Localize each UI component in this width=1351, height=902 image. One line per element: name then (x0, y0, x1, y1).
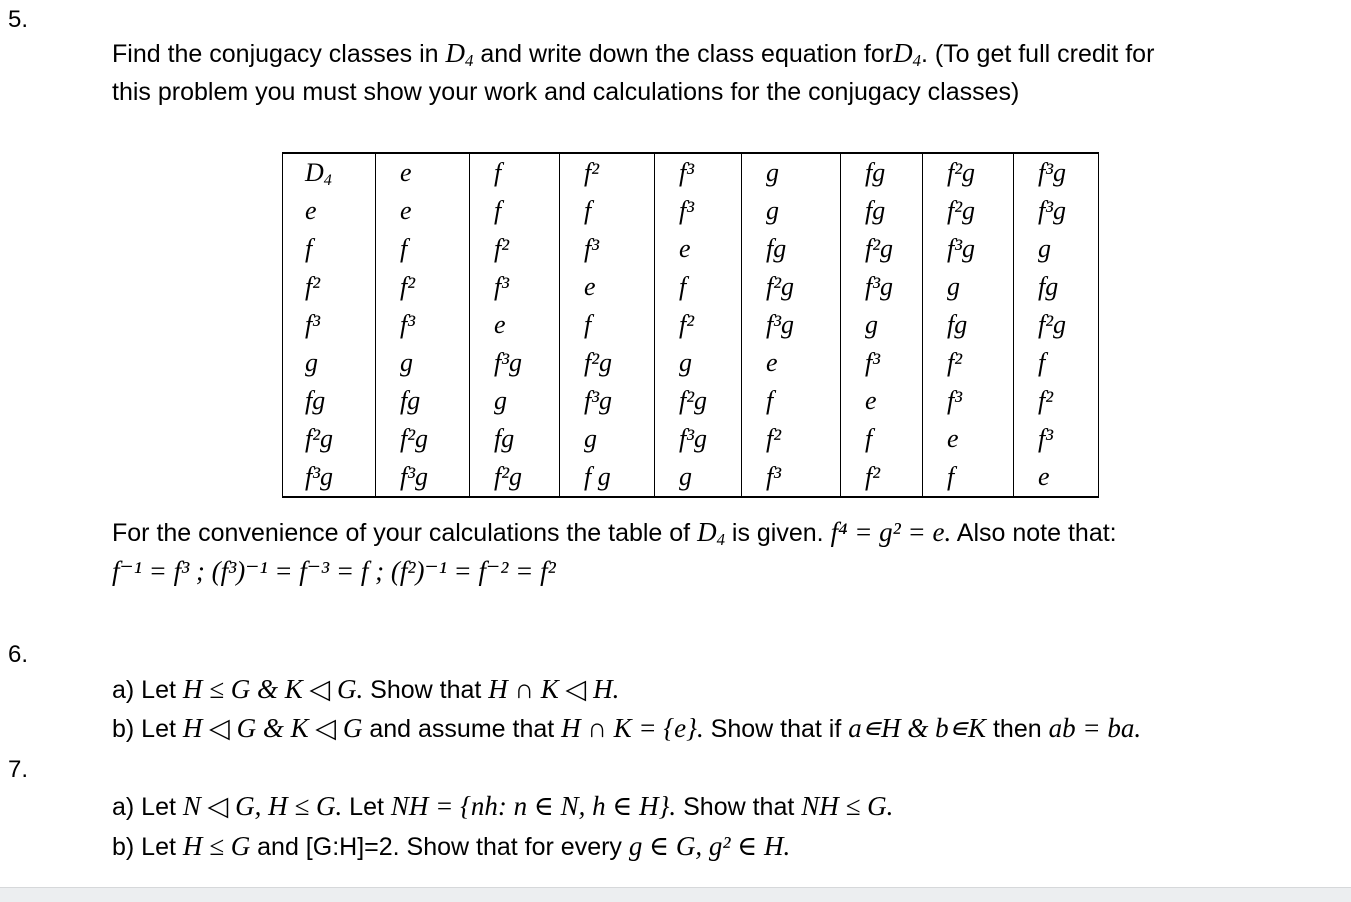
text: b) Let (112, 833, 183, 861)
table-row (283, 230, 1099, 268)
table-note (112, 517, 1117, 548)
math: H ◁ G & K ◁ G (182, 713, 363, 743)
table-cell: fg (742, 230, 841, 268)
table-cell: f g (560, 458, 655, 497)
math: g ∈ G, g² ∈ H. (628, 831, 791, 861)
table-cell: f³ (923, 382, 1014, 420)
table-cell: f³ (742, 458, 841, 497)
table-cell: f (742, 382, 841, 420)
table-cell: f³ (470, 268, 560, 306)
subscript: 4 (323, 172, 332, 190)
table-cell: g (470, 382, 560, 420)
table-cell: e (742, 344, 841, 382)
text: D (305, 158, 324, 187)
table-cell: f³ (376, 306, 470, 344)
row-head: g (283, 344, 376, 382)
table-cell: fg (923, 306, 1014, 344)
math: a∊H & b∊K (848, 713, 987, 743)
subscript: 4 (912, 51, 921, 71)
table-cell: f (470, 192, 560, 230)
table-cell: f³g (376, 458, 470, 497)
table-cell: e (470, 306, 560, 344)
problem-5-line-2: this problem you must show your work and calculations for the conjugacy classes) (112, 78, 1020, 106)
text: a) Let (112, 793, 183, 821)
table-cell: f³ (560, 230, 655, 268)
text: Show that (363, 676, 489, 704)
text: and [G:H]=2. Show that for every (250, 833, 629, 861)
table-row (283, 458, 1099, 497)
table-cell: g (742, 192, 841, 230)
cayley-table-d4 (282, 152, 1099, 498)
table-cell: g (655, 458, 742, 497)
table-cell: f² (1014, 382, 1099, 420)
table-corner (283, 153, 376, 192)
subscript: 4 (465, 51, 474, 71)
table-cell: e (841, 382, 923, 420)
table-cell: f² (841, 458, 923, 497)
table-cell: f³g (560, 382, 655, 420)
table-cell: fg (376, 382, 470, 420)
table-cell: f²g (470, 458, 560, 497)
table-cell: f²g (841, 230, 923, 268)
math: H ∩ K ◁ H. (488, 674, 620, 704)
table-cell: fg (470, 420, 560, 458)
table-cell: f² (376, 268, 470, 306)
table-cell: fg (841, 153, 923, 192)
table-cell: f² (742, 420, 841, 458)
table-cell: f³g (470, 344, 560, 382)
table-cell: f²g (923, 192, 1014, 230)
table-cell: f (470, 153, 560, 192)
table-row (283, 420, 1099, 458)
text: Also note that: (951, 519, 1117, 547)
text: D (697, 517, 717, 547)
table-cell: f³g (923, 230, 1014, 268)
math: H ≤ G & K ◁ G. (182, 674, 364, 704)
table-cell: f³ (655, 153, 742, 192)
table-cell: g (655, 344, 742, 382)
table-cell: f (841, 420, 923, 458)
table-row (283, 382, 1099, 420)
table-cell: fg (841, 192, 923, 230)
row-head: fg (283, 382, 376, 420)
table-cell: f (923, 458, 1014, 497)
table-cell: f³g (1014, 192, 1099, 230)
text: For the convenience of your calculations the table of (112, 519, 698, 547)
table-cell: f³ (1014, 420, 1099, 458)
problem-7-part-a (112, 791, 893, 822)
group-symbol (893, 38, 921, 71)
table-cell: g (560, 420, 655, 458)
table-cell: e (1014, 458, 1099, 497)
table-cell: g (841, 306, 923, 344)
math: H ≤ G (182, 831, 251, 861)
table-cell: f² (655, 306, 742, 344)
subscript: 4 (716, 530, 725, 550)
table-cell: e (560, 268, 655, 306)
table-row (283, 344, 1099, 382)
table-cell: f (655, 268, 742, 306)
text: Show that (676, 793, 802, 821)
text: and assume that (362, 715, 562, 743)
math: NH ≤ G. (801, 791, 894, 821)
table-cell: f²g (742, 268, 841, 306)
text: is given. (724, 519, 831, 547)
text: Show that if (703, 715, 849, 743)
table-cell: f (560, 192, 655, 230)
text: . (To get full credit for (920, 40, 1155, 68)
table-row (283, 306, 1099, 344)
math: ab = ba. (1048, 713, 1142, 743)
problem-6-part-a (112, 674, 619, 705)
table-cell: g (1014, 230, 1099, 268)
table-cell: f³g (742, 306, 841, 344)
table-cell: f²g (655, 382, 742, 420)
page-bottom-bar (0, 887, 1351, 902)
text: Let (342, 793, 391, 821)
table-cell: g (923, 268, 1014, 306)
table-cell: f (560, 306, 655, 344)
table-cell: f³g (841, 268, 923, 306)
table-cell: g (376, 344, 470, 382)
problem-6-number: 6. (8, 641, 29, 668)
table-cell: f (376, 230, 470, 268)
row-head: f²g (283, 420, 376, 458)
table-cell: f³ (655, 192, 742, 230)
inverse-relations: f⁻¹ = f³ ; (f³)⁻¹ = f⁻³ = f ; (f²)⁻¹ = f⁻² = f² (112, 556, 556, 586)
table-cell: e (923, 420, 1014, 458)
relation-equation: f⁴ = g² = e. (830, 517, 952, 547)
table-cell: f²g (560, 344, 655, 382)
table-row (283, 192, 1099, 230)
table-row (283, 268, 1099, 306)
group-symbol (445, 38, 474, 71)
table-cell: f²g (376, 420, 470, 458)
text: and write down the class equation for (473, 40, 894, 68)
math: H ∩ K = {e}. (561, 713, 704, 743)
table-cell: f³ (841, 344, 923, 382)
text: b) Let (112, 715, 183, 743)
table-cell: f³g (655, 420, 742, 458)
problem-5-line-1 (112, 38, 1154, 69)
text: Find the conjugacy classes in (112, 40, 446, 68)
group-symbol (697, 517, 725, 550)
row-head: f (283, 230, 376, 268)
table-cell: f² (923, 344, 1014, 382)
math: N ◁ G, H ≤ G. (182, 791, 343, 821)
text: D (445, 38, 466, 68)
table-cell: e (655, 230, 742, 268)
table-cell: f² (560, 153, 655, 192)
table-cell: f³g (1014, 153, 1099, 192)
text: then (986, 715, 1049, 743)
row-head: f³g (283, 458, 376, 497)
text: D (893, 38, 913, 68)
problem-7-part-b (112, 831, 790, 862)
table-header-row (283, 153, 1099, 192)
table-cell: f²g (923, 153, 1014, 192)
math: NH = {nh: n ∈ N, h ∈ H}. (390, 791, 677, 821)
row-head: f³ (283, 306, 376, 344)
problem-5-number: 5. (8, 6, 29, 33)
table-cell: g (742, 153, 841, 192)
table-cell: fg (1014, 268, 1099, 306)
row-head: f² (283, 268, 376, 306)
table-cell: f (1014, 344, 1099, 382)
table-cell: f² (470, 230, 560, 268)
table-cell: e (376, 153, 470, 192)
problem-7-number: 7. (8, 756, 29, 783)
table-cell: e (376, 192, 470, 230)
table-cell: f²g (1014, 306, 1099, 344)
text: a) Let (112, 676, 183, 704)
problem-6-part-b (112, 713, 1141, 744)
row-head: e (283, 192, 376, 230)
